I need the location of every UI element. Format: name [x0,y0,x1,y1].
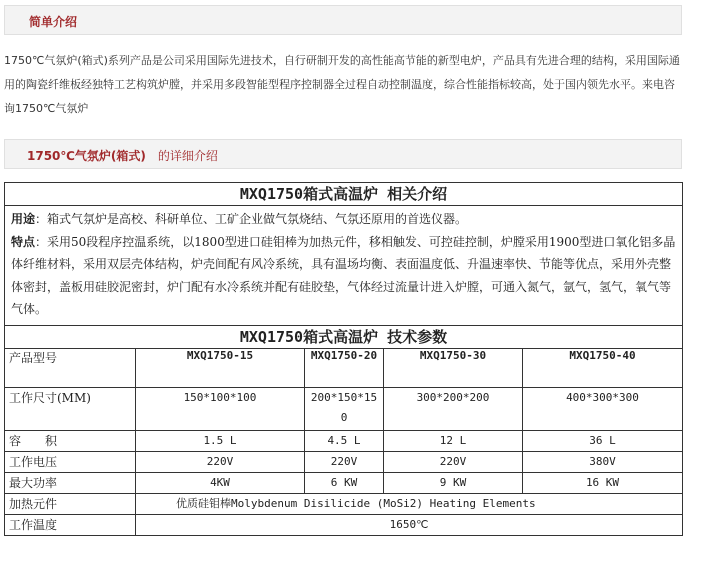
cell-value: 1.5 L [136,430,305,451]
cell-value: 36 L [523,430,683,451]
row-label: 加热元件 [5,493,136,514]
detail-section-title [27,147,218,164]
cell-value: 16 KW [523,472,683,493]
cell-value: MXQ1750-40 [523,348,683,387]
row-label: 工作温度 [5,514,136,535]
feature-label: 特点 [11,234,36,249]
row-label: 工作电压 [5,451,136,472]
usage-label: 用途 [11,212,36,226]
cell-value: 380V [523,451,683,472]
cell-value: 220V [136,451,305,472]
table-row [5,348,683,387]
intro-hidden-link[interactable]: 1750℃气氛炉 [88,102,162,115]
cell-value: 400*300*300 [523,387,683,430]
heating-element-value [136,493,683,514]
cell-value: MXQ1750-15 [136,348,305,387]
cell-value: 4.5 L [305,430,384,451]
table-row [5,493,683,514]
cell-value: 150*100*100 [136,387,305,430]
feature-text: ：采用50段程序控温系统，以1800型进口硅钼棒为加热元件，移相触发、可控硅控制，炉膛采用1900型进口氧化铝多晶体纤维材料，采用双层壳体结构，炉壳间配有风冷系统，具有温场均衡、表面温度低、升温速率快、节能等优点，采用外壳整体密封，盖板用硅胶泥密封，炉门配有水冷系统并配有硅胶垫，气体经过流量计进入炉膛，可通入氮气，氩气，氢气，氧气等气体。 [11,234,676,316]
feature-line [11,231,676,321]
detail-product-name: 1750℃气氛炉(箱式) [27,149,146,163]
cell-value: 220V [384,451,523,472]
cell-value: MXQ1750-30 [384,348,523,387]
working-temp-value: 1650℃ [136,514,683,535]
intro-text: 1750℃气氛炉(箱式)系列产品是公司采用国际先进技术，自行研制开发的高性能高节能的新型电炉，产品具有先进合理的结构，采用国际通用的陶瓷纤维板经独特工艺构筑炉膛，并采用多段智能型程序控制器全过程自动控制温度，综合性能指标较高，处于国内领先水平。来电咨询1750℃气氛炉 [4,54,680,115]
row-label: 工作尺寸(MM) [5,387,136,430]
cell-value: 300*200*200 [384,387,523,430]
cell-value: 6 KW [305,472,384,493]
cell-value: 12 L [384,430,523,451]
intro-section-header [4,5,682,35]
description-cell [5,206,683,326]
row-label: 产品型号 [5,348,136,387]
row-label: 最大功率 [5,472,136,493]
cell-value: 4KW [136,472,305,493]
intro-section-title: 简单介绍 [29,15,78,29]
intro-paragraph [4,49,684,121]
params-heading: MXQ1750箱式高温炉 技术参数 [5,325,683,348]
table-row [5,387,683,430]
detail-section-header [4,139,682,169]
row-label: 容 积 [5,430,136,451]
detail-suffix: 的详细介绍 [157,149,218,163]
table-row [5,472,683,493]
cell-value: 9 KW [384,472,523,493]
usage-line [11,208,676,231]
table-row [5,514,683,535]
table-row [5,430,683,451]
usage-text: ：箱式气氛炉是高校、科研单位、工矿企业做气氛烧结、气氛还原用的首选仪器。 [35,212,468,226]
cell-value: MXQ1750-20 [305,348,384,387]
heating-text: 优质硅钼棒Molybdenum Disilicide (MoSi2) Heating Elements [176,496,536,510]
cell-value: 220V [305,451,384,472]
table-row [5,451,683,472]
cell-value: 200*150*150 [305,387,384,430]
intro-heading: MXQ1750箱式高温炉 相关介绍 [5,183,683,206]
product-spec-table [4,182,683,536]
